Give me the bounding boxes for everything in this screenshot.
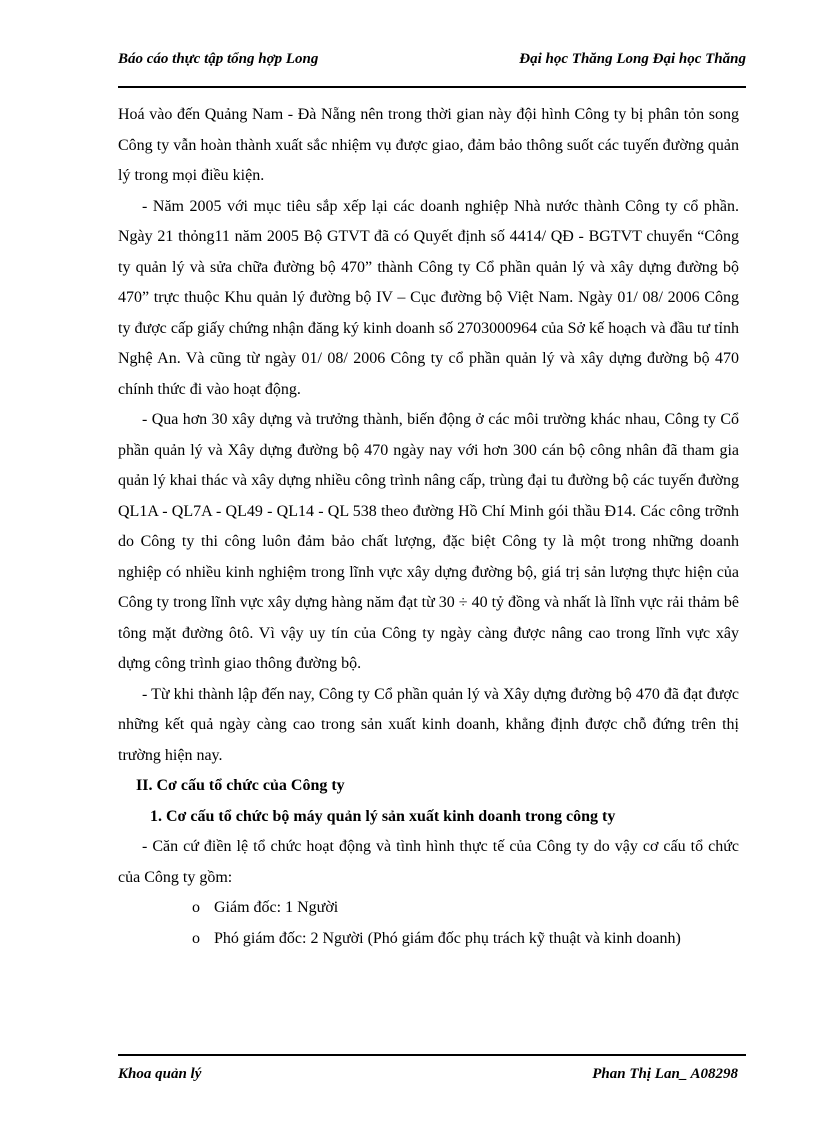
bullet-mark: o	[192, 929, 200, 947]
paragraph-5: - Căn cứ điền lệ tổ chức hoạt động và tình hình thực tế của Công ty do vậy cơ cấu tổ chức của Công ty gồm:	[118, 838, 739, 886]
paragraph-2: - Năm 2005 với mục tiêu sắp xếp lại các doanh nghiệp Nhà nước thành Công ty cổ phần. Ngày 21 thỏng11 năm 2005 Bộ GTVT đã có Quyết định số 4414/ QĐ - BGTVT chuyển “Công ty quản lý và sửa chữa đường bộ 470” thành Công ty Cổ phần quản lý và xây dựng đường bộ 470” trực thuộc Khu quản lý đường bộ IV – Cục đường bộ Việt Nam. Ngày 01/ 08/ 2006 Công ty được cấp giấy chứng nhận đăng ký kinh doanh số 2703000964 của Sở kế hoạch và đầu tư tỉnh Nghệ An. Và cũng từ ngày 01/ 08/ 2006 Công ty cổ phần quản lý và xây dựng đường bộ 470 chính thức đi vào hoạt động.	[118, 197, 739, 398]
bullet-item	[118, 924, 739, 955]
paragraph-4: - Từ khi thành lập đến nay, Công ty Cổ phần quản lý và Xây dựng đường bộ 470 đã đạt được những kết quả ngày càng cao trong sản xuất kinh doanh, khẳng định được chỗ đứng trên thị trường hiện nay.	[118, 685, 739, 764]
page-header	[118, 50, 746, 88]
header-left-title: Báo cáo thực tập tổng hợp Long	[118, 51, 319, 67]
bullet-text: Phó giám đốc: 2 Người (Phó giám đốc phụ trách kỹ thuật và kinh doanh)	[214, 929, 681, 947]
footer-right: Phan Thị Lan_ A08298	[592, 1066, 738, 1082]
page-footer	[118, 1054, 746, 1090]
bullet-mark: o	[192, 899, 200, 916]
header-right-title: Đại học Thăng Long Đại học Thăng	[519, 51, 746, 67]
section-heading: II. Cơ cấu tổ chức của Công ty	[136, 777, 345, 794]
paragraph-1: Hoá vào đến Quảng Nam - Đà Nẵng nên trong thời gian này đội hình Công ty bị phân tỏn song Công ty vẫn hoàn thành xuất sắc nhiệm vụ được giao, đảm bảo thông suốt các tuyến đường quản lý trong mọi điều kiện.	[118, 106, 739, 184]
bullet-text: Giám đốc: 1 Người	[214, 899, 339, 916]
paragraph-3: - Qua hơn 30 xây dựng và trưởng thành, biến động ở các môi trường khác nhau, Công ty Cổ phần quản lý và Xây dựng đường bộ 470 ngày nay với hơn 300 cán bộ công nhân đã tham gia quản lý khai thác và xây dựng nhiều công trình nâng cấp, trùng đại tu đường bộ các tuyến đường QL1A - QL7A - QL49 - QL14 - QL 538 theo đường Hồ Chí Minh gói thầu Đ14. Các công trỡnh do Công ty thi công luôn đảm bảo chất lượng, đặc biệt Công ty là một trong những doanh nghiệp có nhiều kinh nghiệm trong lĩnh vực xây dựng đường bộ, giá trị sản lượng thực hiện của Công ty trong lĩnh vực xây dựng hàng năm đạt từ 30 ÷ 40 tỷ đồng và nhất là lĩnh vực rải thảm bê tông mặt đường ôtô. Vì vậy uy tín của Công ty ngày càng được nâng cao trong lĩnh vực xây dựng công trình giao thông đường bộ.	[118, 411, 739, 672]
subsection-heading: 1. Cơ cấu tổ chức bộ máy quản lý sản xuất kinh doanh trong công ty	[150, 807, 616, 825]
bullet-item	[118, 893, 739, 924]
footer-left: Khoa quản lý	[118, 1066, 202, 1082]
document-body	[118, 100, 739, 954]
